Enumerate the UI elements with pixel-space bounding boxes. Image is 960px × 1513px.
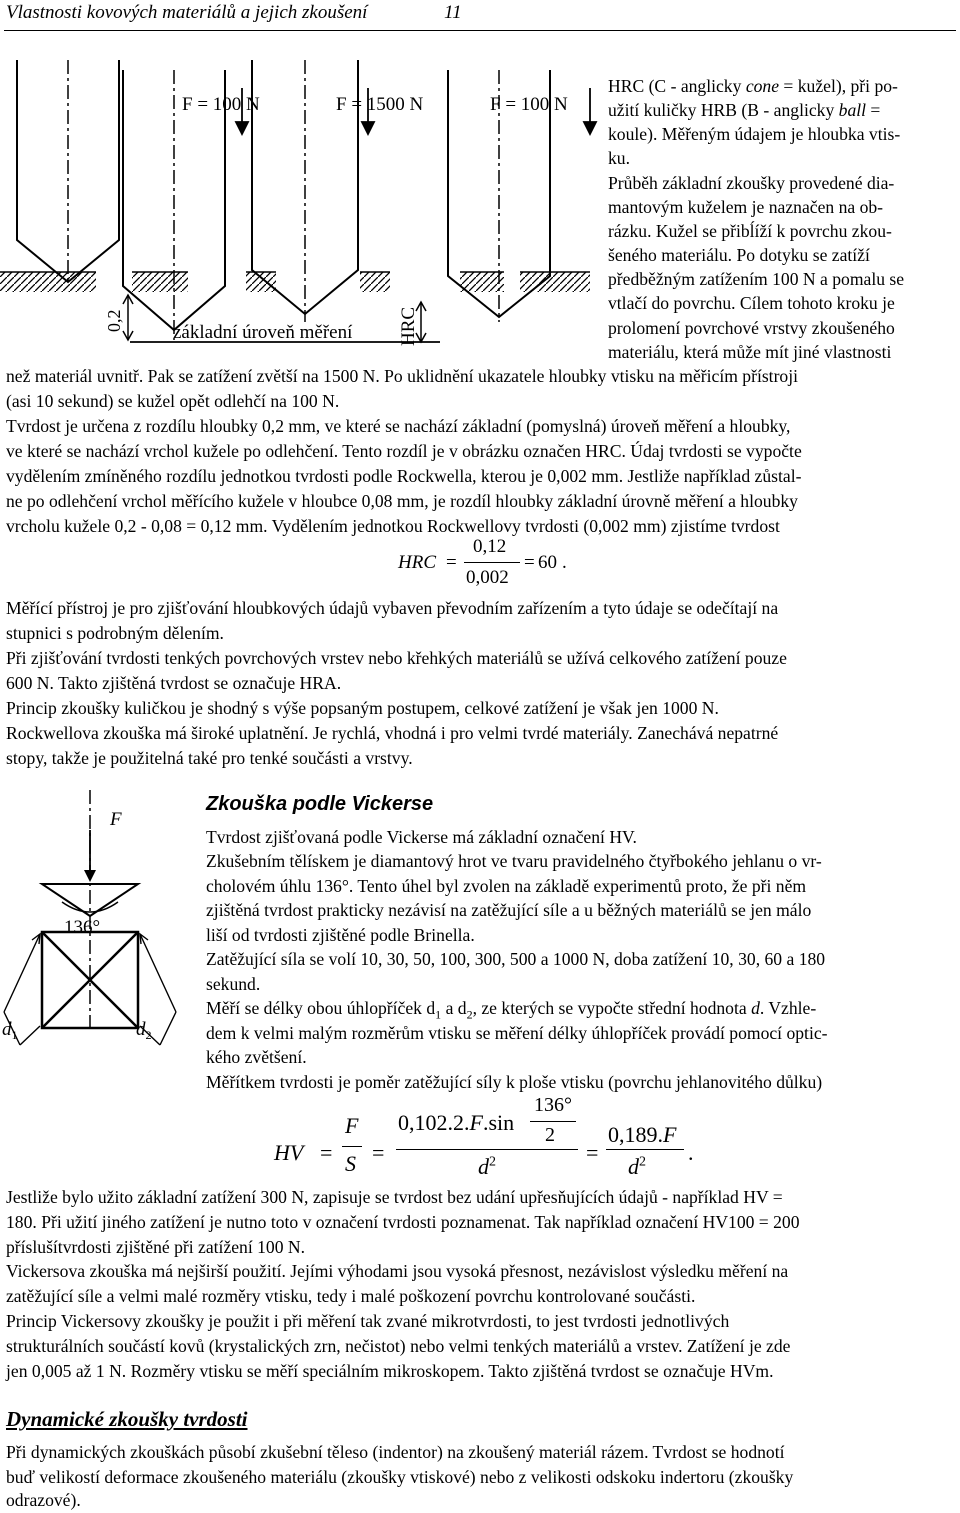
- right-line-5: Průběh základní zkoušky provedené dia-: [608, 173, 895, 193]
- formula-hrc-num: 0,12: [473, 536, 507, 557]
- dynamic-heading: Dynamické zkoušky tvrdosti: [6, 1407, 248, 1431]
- body1-line-1: než materiál uvnitř. Pak se zatížení zvětší na 1500 N. Po uklidnění ukazatele hloubky vtisku na měřicím přístroji: [6, 366, 799, 386]
- formula-hv-f: F: [345, 1113, 359, 1138]
- right-line-10: vtlačí do povrchu. Cílem tohoto kroku je: [608, 293, 895, 313]
- formula-hv-end: .: [688, 1140, 694, 1165]
- body3-line-8: jen 0,005 až 1 N. Rozměry vtisku se měří speciálním mikroskopem. Takto zjištěná tvrdost se označuje HVm.: [6, 1361, 774, 1381]
- rockwell-figure: [0, 60, 600, 400]
- formula-hrc-result: 60: [538, 552, 557, 573]
- formula-hrc-den: 0,002: [466, 567, 509, 588]
- vickers-line-11: Měřítkem tvrdosti je poměr zatěžující síly k ploše vtisku (povrchu jehlanovitého důlku): [206, 1072, 823, 1092]
- formula-hv-bar-3: [606, 1149, 684, 1150]
- indenter-cone-1: [17, 60, 119, 285]
- formula-hv-angle-den: 2: [545, 1124, 555, 1146]
- vickers-line-4: zjištěná tvrdost prakticky nezávisí na zatěžující síle a u běžných materiálů se jen málo: [206, 900, 812, 920]
- formula-hv-bar-2: [396, 1149, 578, 1150]
- body3-line-2: 180. Při užití jiného zatížení je nutno toto v označení tvrdosti poznamenat. Tak například označení HV100 = 200: [6, 1212, 800, 1232]
- vickers-angle-label: 136°: [64, 917, 101, 938]
- right-line-1: HRC (C - anglicky cone = kužel), při po-: [608, 76, 898, 96]
- hrc-label: HRC: [398, 306, 419, 346]
- body3-line-6: Princip Vickersovy zkoušky je použit i při měření tak zvané mikrotvrdosti, to jest tvrdosti jednotlivých: [6, 1311, 730, 1331]
- body3-line-4: Vickersova zkouška má nejširší použití. Jejími výhodami jsou vysoká přesnost, nezávislost výsledku měření na: [6, 1261, 789, 1281]
- right-line-6: mantovým kuželem je naznačen na ob-: [608, 197, 884, 217]
- vickers-d2-label: $d_2$: [136, 1019, 152, 1042]
- vickers-line-6: Zatěžující síla se volí 10, 30, 50, 100, 300, 500 a 1000 N, doba zatížení 10, 30, 60 a 180: [206, 949, 826, 969]
- force-label-2: F = 1500 N: [336, 94, 424, 115]
- formula-hv-bar-1: [342, 1146, 362, 1147]
- body1-line-6: ne po odlehčení vrchol měřícího kužele v hloubce 0,08 mm, je rozdíl hloubky základní úrovně měření a hloubky: [6, 491, 798, 511]
- formula-hv-numerator: 0,102.2.F.sin: [398, 1110, 515, 1135]
- right-line-7: rázku. Kužel se přibĺíží k povrchu zkou-: [608, 221, 892, 241]
- body2-line-1: Měřící přístroj je pro zjišťování hloubkových údajů vybaven převodním zařízením a tyto údaje se odečítají na: [6, 598, 779, 618]
- formula-hv-eq2: =: [372, 1140, 385, 1165]
- right-line-9: předběžným zatížením 100 N a pomalu se: [608, 269, 905, 289]
- body3-line-7: strukturálních součástí kovů (krystalických zrn, nečistot) nebo velmi tenkých materiálů a vrstev. Zatížení je zde: [6, 1336, 791, 1356]
- dynamic-line-3: odrazové).: [6, 1490, 81, 1510]
- vickers-line-5: liší od tvrdosti zjištěné podle Brinella.: [206, 925, 475, 945]
- body3-line-3: příslušítvrdosti zjištěné při zatížení 100 N.: [6, 1237, 306, 1257]
- body2-line-6: Rockwellova zkouška má široké uplatnění. Je rychlá, vhodná i pro velmi tvrdé materiály. Zanechává nepatrné: [6, 723, 779, 743]
- right-line-11: prolomení povrchové vrstvy zkoušeného: [608, 318, 895, 338]
- depth-dimension: [123, 295, 133, 340]
- vickers-line-2: Zkušebním tělískem je diamantový hrot ve tvaru pravidelného čtyřbokého jehlanu o vr-: [206, 851, 822, 871]
- body2-line-4: 600 N. Takto zjištěná tvrdost se označuje HRA.: [6, 673, 342, 693]
- vickers-line-10: kého zvětšení.: [206, 1047, 307, 1067]
- formula-hv-bar-angle: [530, 1121, 576, 1122]
- force-label-1: F = 100 N: [182, 94, 260, 115]
- base-level-label: základní úroveň měření: [173, 322, 353, 343]
- body1-line-5: vydělením zmíněného rozdílu jednotkou tvrdosti podle Rockwella, kterou je 0,002 mm. Jestliže například zůstal-: [6, 466, 802, 486]
- right-line-8: šeného materiálu. Po dotyku se zatíží: [608, 245, 870, 265]
- body2-line-3: Při zjišťování tvrdosti tenkých povrchových vrstev nebo křehkých materiálů se užívá celkového zatížení pouze: [6, 648, 787, 668]
- body1-line-2: (asi 10 sekund) se kužel opět odlehčí na 100 N.: [6, 391, 340, 411]
- formula-hv-rhs-num: 0,189.F: [608, 1122, 677, 1147]
- vickers-line-1: Tvrdost zjišťovaná podle Vickerse má základní označení HV.: [206, 827, 637, 847]
- body1-line-7: vrcholu kužele 0,2 - 0,08 = 0,12 mm. Vydělením jednotkou Rockwellovy tvrdosti (0,002 mm) zjistíme tvrdost: [6, 516, 780, 536]
- formula-hrc-end: .: [562, 552, 567, 573]
- right-line-12: materiálu, která může mít jiné vlastnosti: [608, 342, 892, 362]
- depth-label: 0,2: [104, 309, 124, 332]
- body2-line-2: stupnici s podrobným dělením.: [6, 623, 224, 643]
- body2-line-5: Princip zkoušky kuličkou je shodný s výše popsaným postupem, celkové zatížení je však jen 1000 N.: [6, 698, 719, 718]
- vickers-heading: Zkouška podle Vickerse: [206, 793, 434, 815]
- dynamic-line-1: Při dynamických zkouškách působí zkušební těleso (indentor) na zkoušený materiál rázem. Tvrdost se hodnotí: [6, 1442, 785, 1462]
- formula-hv-lhs: HV: [274, 1140, 304, 1165]
- vickers-force-label: F: [110, 809, 122, 830]
- body3-line-1: Jestliže bylo užito základní zatížení 300 N, zapisuje se tvrdost bez udání upřesňujících údajů - například HV =: [6, 1187, 783, 1207]
- dynamic-line-2: buď velikostí deformace zkoušeného materiálu (zkoušky vtiskové) nebo z velikosti odskoku indertoru (zkoušky: [6, 1467, 794, 1487]
- body2-line-7: stopy, takže je použitelná také pro tenké součásti a vrstvy.: [6, 748, 413, 768]
- formula-hrc-lhs: HRC: [398, 552, 436, 573]
- vickers-line-8: Měří se délky obou úhlopříček $d_1$ a $d_2$, ze kterých se vypočte střední hodnota d. Vzhle-: [206, 998, 817, 1022]
- material-surface: [0, 272, 590, 292]
- body3-line-5: zatěžující síle a velmi malé rozměry vtisku, tedy i malé poškození povrchu kontrolované součásti.: [6, 1286, 696, 1306]
- formula-hv-angle-num: 136°: [534, 1094, 572, 1116]
- force-label-3: F = 100 N: [490, 94, 568, 115]
- vickers-line-7: sekund.: [206, 974, 261, 994]
- vickers-d1-label: $d_1$: [2, 1019, 18, 1042]
- running-header-title: Vlastnosti kovových materiálů a jejich zkoušení: [6, 2, 368, 23]
- body1-line-3: Tvrdost je určena z rozdílu hloubky 0,2 mm, ve které se nachází základní (pomyslná) úroveň měření a hloubky,: [6, 416, 791, 436]
- header-rule: [4, 30, 956, 31]
- formula-hrc-eq1: =: [446, 552, 457, 573]
- formula-hrc-eq2: =: [524, 552, 535, 573]
- vickers-figure: [0, 790, 180, 1050]
- vickers-force-arrow-head: [84, 870, 96, 882]
- formula-hv-rhs-den: $d^2$: [628, 1154, 646, 1179]
- right-line-2: užití kuličky HRB (B - anglicky ball =: [608, 100, 881, 120]
- body1-line-4: ve které se nachází vrchol kužele po odlehčení. Tento rozdíl je v obrázku označen HRC. Údaj tvrdosti se vypočte: [6, 441, 802, 461]
- formula-hv-s: S: [345, 1151, 356, 1176]
- page-number: 11: [444, 2, 462, 23]
- right-line-3: koule). Měřeným údajem je hloubka vtis-: [608, 124, 901, 144]
- formula-hrc-fraction-bar: [464, 562, 520, 563]
- formula-hv-eq3: =: [586, 1140, 599, 1165]
- vickers-line-3: cholovém úhlu 136°. Tento úhel byl zvolen na základě experimentů proto, že při něm: [206, 876, 807, 896]
- formula-hv-den: $d^2$: [478, 1154, 496, 1179]
- formula-hv-eq1: =: [320, 1140, 333, 1165]
- vickers-line-9: dem k velmi malým rozměrům vtisku se měření délky úhlopříček provádí pomocí optic-: [206, 1023, 828, 1043]
- right-line-4: ku.: [608, 148, 630, 168]
